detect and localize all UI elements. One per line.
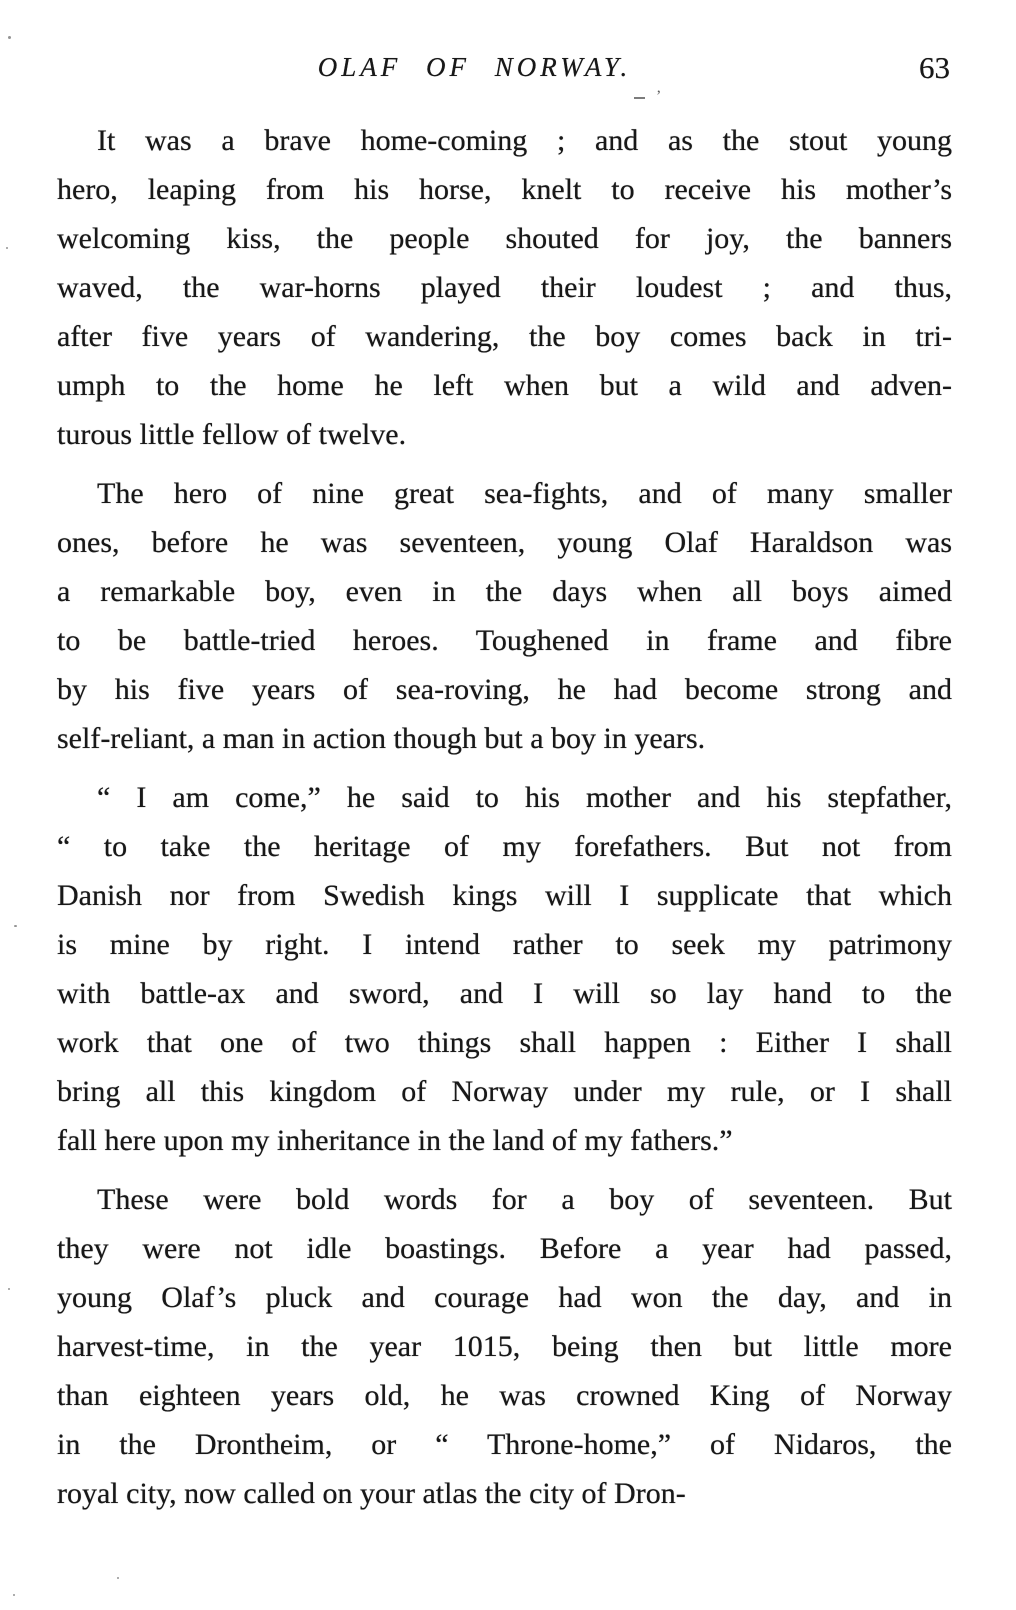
text-line: These were bold words for a boy of seventeen. But [97, 1183, 952, 1216]
text-line: self-reliant, a man in action though but a boy in years. [57, 722, 706, 755]
text-line: “ to take the heritage of my forefathers. But not from [57, 830, 952, 863]
text-line: hero, leaping from his horse, knelt to receive his mother’s [57, 173, 952, 206]
paragraph [57, 773, 952, 1165]
text-line: after five years of wandering, the boy comes back in tri- [57, 320, 952, 353]
text-line: ones, before he was seventeen, young Olaf Haraldson was [57, 526, 952, 559]
scan-comma-artifact: ’ [656, 88, 662, 105]
text-line: turous little fellow of twelve. [57, 418, 407, 451]
scan-speck [13, 1594, 15, 1596]
paragraph [57, 1175, 952, 1518]
text-line: by his five years of sea-roving, he had become strong and [57, 673, 952, 706]
paragraph [57, 116, 952, 459]
text-line: Danish nor from Swedish kings will I supplicate that which [57, 879, 952, 912]
running-head-title: OLAF OF NORWAY. [317, 52, 632, 82]
text-line: is mine by right. I intend rather to seek my patrimony [57, 928, 952, 961]
text-line: harvest-time, in the year 1015, being then but little more [57, 1330, 952, 1363]
text-line: young Olaf’s pluck and courage had won the day, and in [57, 1281, 952, 1314]
scan-speck [8, 36, 11, 39]
text-line: welcoming kiss, the people shouted for joy, the banners [57, 222, 952, 255]
text-line: in the Drontheim, or “ Throne-home,” of Nidaros, the [57, 1428, 952, 1461]
scan-speck [117, 1577, 119, 1579]
text-line: umph to the home he left when but a wild and adven- [57, 369, 952, 402]
text-line: to be battle-tried heroes. Toughened in frame and fibre [57, 624, 952, 657]
text-line: royal city, now called on your atlas the city of Dron- [57, 1477, 686, 1510]
text-line: work that one of two things shall happen : Either I shall [57, 1026, 952, 1059]
page-number: 63 [919, 50, 950, 85]
scan-speck [6, 247, 8, 249]
text-line: “ I am come,” he said to his mother and his stepfather, [97, 781, 952, 814]
text-block [57, 116, 952, 1518]
scan-speck [14, 925, 17, 927]
text-line: they were not idle boastings. Before a year had passed, [57, 1232, 952, 1265]
running-head [57, 52, 952, 96]
scan-dash-artifact [634, 97, 645, 99]
text-line: a remarkable boy, even in the days when all boys aimed [57, 575, 952, 608]
text-line: waved, the war-horns played their loudest ; and thus, [57, 271, 952, 304]
text-line: It was a brave home-coming ; and as the stout young [97, 124, 952, 157]
scan-speck [8, 1288, 10, 1290]
paragraph [57, 469, 952, 763]
text-line: fall here upon my inheritance in the land of my fathers.” [57, 1124, 733, 1157]
text-line: The hero of nine great sea-fights, and of many smaller [97, 477, 952, 510]
text-line: with battle-ax and sword, and I will so lay hand to the [57, 977, 952, 1010]
text-line: bring all this kingdom of Norway under my rule, or I shall [57, 1075, 952, 1108]
text-line: than eighteen years old, he was crowned King of Norway [57, 1379, 952, 1412]
